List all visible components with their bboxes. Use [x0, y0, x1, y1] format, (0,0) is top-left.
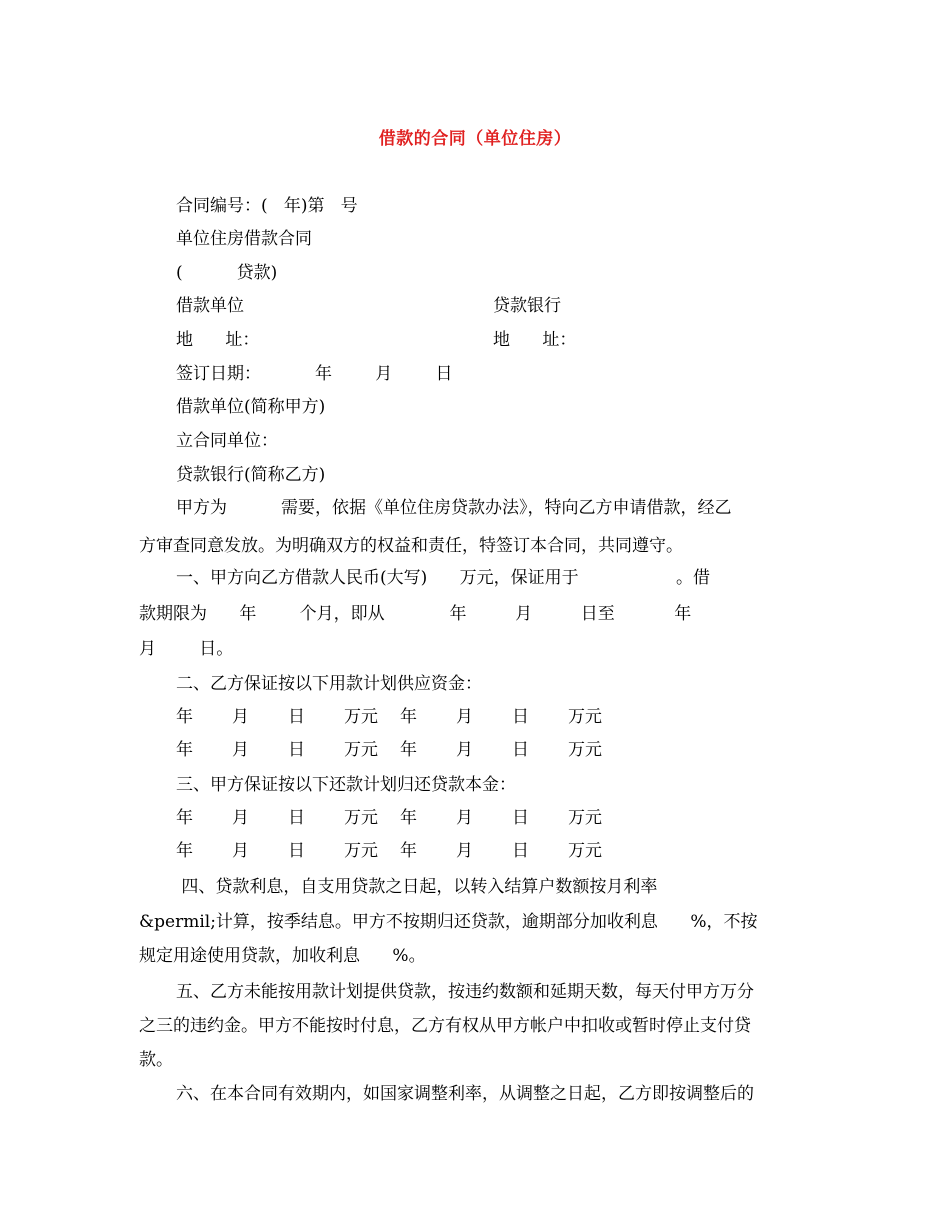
- loan-type: ( 贷款): [176, 263, 278, 283]
- disbursement-schedule-row: [176, 739, 624, 761]
- schedule-cell: 月: [456, 707, 473, 727]
- schedule-cell: 日: [288, 808, 305, 828]
- para-purpose-line-1: 甲方为 需要，依据《单位住房贷款办法》，特向乙方申请借款，经乙: [176, 498, 732, 518]
- lender-address: 地 址：: [493, 330, 577, 350]
- repayment-schedule-row: [176, 807, 624, 829]
- schedule-cell: 万元: [344, 740, 378, 760]
- borrower-label: 借款单位: [176, 296, 244, 316]
- schedule-cell: 年: [176, 841, 193, 861]
- schedule-cell: 万元: [568, 841, 602, 861]
- schedule-cell: 月: [456, 740, 473, 760]
- clause-3-heading: 三、甲方保证按以下还款计划归还贷款本金：: [176, 775, 516, 795]
- schedule-cell: 年: [176, 707, 193, 727]
- document-title: 借款的合同（单位住房）: [378, 129, 572, 149]
- schedule-cell: 万元: [344, 808, 378, 828]
- schedule-cell: 月: [232, 707, 249, 727]
- schedule-cell: 万元: [344, 841, 378, 861]
- clause-2-heading: 二、乙方保证按以下用款计划供应资金：: [176, 674, 482, 694]
- schedule-cell: 日: [288, 841, 305, 861]
- schedule-cell: 万元: [568, 808, 602, 828]
- para-purpose-line-2: 方审查同意发放。为明确双方的权益和责任，特签订本合同，共同遵守。: [139, 536, 683, 556]
- clause-1-line-1: 一、甲方向乙方借款人民币(大写) 万元，保证用于 。借: [176, 568, 710, 588]
- schedule-cell: 日: [512, 740, 529, 760]
- sign-date: 签订日期： 年 月 日: [176, 364, 453, 384]
- schedule-cell: 万元: [568, 740, 602, 760]
- schedule-cell: 万元: [344, 707, 378, 727]
- clause-1-line-3: 月 日。: [139, 639, 234, 659]
- schedule-cell: 月: [232, 740, 249, 760]
- lender-label: 贷款银行: [493, 296, 561, 316]
- schedule-cell: 万元: [568, 707, 602, 727]
- schedule-cell: 日: [512, 808, 529, 828]
- schedule-cell: 月: [232, 841, 249, 861]
- clause-1-line-2: 款期限为 年 个月，即从 年 月 日至 年: [139, 604, 692, 624]
- borrower-address: 地 址：: [176, 330, 260, 350]
- disbursement-schedule-row: [176, 706, 624, 728]
- schedule-cell: 年: [400, 841, 417, 861]
- repayment-schedule-row: [176, 840, 624, 862]
- schedule-cell: 日: [512, 707, 529, 727]
- schedule-cell: 月: [456, 808, 473, 828]
- contract-number: 合同编号：( 年)第 号: [176, 196, 358, 216]
- clause-5-line-1: 五、乙方未能按用款计划提供贷款，按违约数额和延期天数，每天付甲方万分: [176, 982, 754, 1002]
- schedule-cell: 年: [400, 707, 417, 727]
- schedule-cell: 年: [176, 808, 193, 828]
- schedule-cell: 年: [176, 740, 193, 760]
- established-unit: 立合同单位：: [176, 431, 278, 451]
- clause-4-line-1: 四、贷款利息，自支用贷款之日起，以转入结算户数额按月利率: [176, 877, 658, 897]
- schedule-cell: 年: [400, 808, 417, 828]
- contract-name: 单位住房借款合同: [176, 229, 312, 249]
- schedule-cell: 月: [456, 841, 473, 861]
- clause-5-line-2: 之三的违约金。甲方不能按时付息，乙方有权从甲方帐户中扣收或暂时停止支付贷: [139, 1016, 751, 1036]
- clause-5-line-3: 款。: [139, 1050, 173, 1070]
- schedule-cell: 日: [288, 740, 305, 760]
- schedule-cell: 年: [400, 740, 417, 760]
- schedule-cell: 月: [232, 808, 249, 828]
- schedule-cell: 日: [512, 841, 529, 861]
- party-b: 贷款银行(简称乙方): [176, 465, 326, 485]
- clause-6-line-1: 六、在本合同有效期内，如国家调整利率，从调整之日起，乙方即按调整后的: [176, 1084, 754, 1104]
- clause-4-line-3: 规定用途使用贷款，加收利息 %。: [139, 946, 426, 966]
- clause-4-line-2: &permil;计算，按季结息。甲方不按期归还贷款，逾期部分加收利息 %，不按: [139, 912, 758, 932]
- party-a: 借款单位(简称甲方): [176, 397, 326, 417]
- schedule-cell: 日: [288, 707, 305, 727]
